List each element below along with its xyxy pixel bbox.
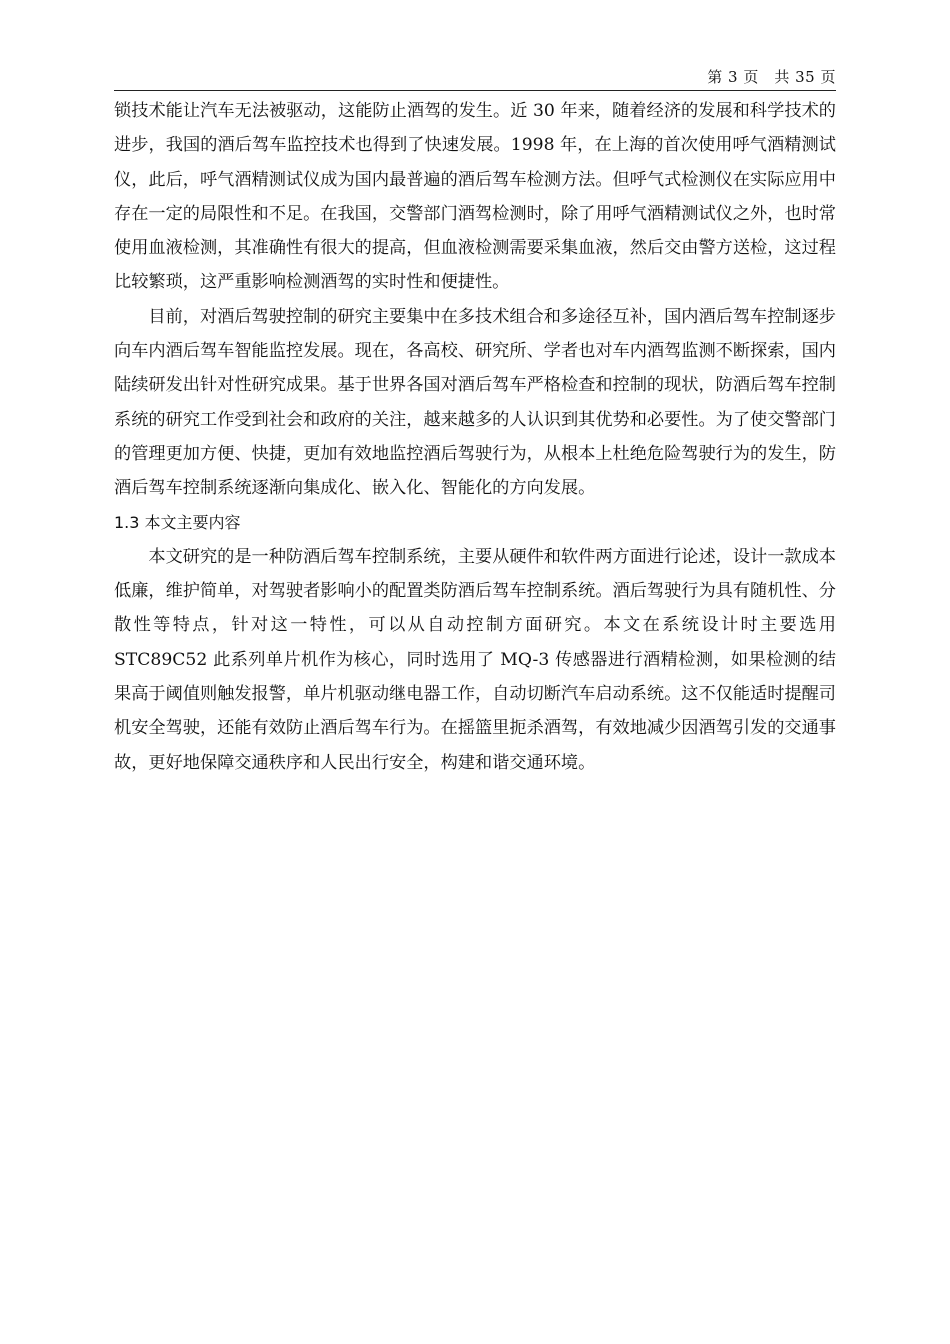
page-number: 第 3 页 共 35 页 [707, 68, 836, 86]
section-heading: 1.3 本文主要内容 [114, 512, 241, 532]
body-text [114, 94, 836, 780]
paragraph: 目前，对酒后驾驶控制的研究主要集中在多技术组合和多途径互补，国内酒后驾车控制逐步向车内酒后驾车智能监控发展。现在，各高校、研究所、学者也对车内酒驾监测不断探索，国内陆续研发出针对性研究成果。基于世界各国对酒后驾车严格检查和控制的现状，防酒后驾车控制系统的研究工作受到社会和政府的关注，越来越多的人认识到其优势和必要性。为了使交警部门的管理更加方便、快捷，更加有效地监控酒后驾驶行为，从根本上杜绝危险驾驶行为的发生，防酒后驾车控制系统逐渐向集成化、嵌入化、智能化的方向发展。 [114, 306, 836, 499]
paragraph-continued: 锁技术能让汽车无法被驱动，这能防止酒驾的发生。近 30 年来，随着经济的发展和科学技术的进步，我国的酒后驾车监控技术也得到了快速发展。1998 年，在上海的首次使用呼气酒精测试仪，此后，呼气酒精测试仪成为国内最普遍的酒后驾车检测方法。但呼气式检测仪在实际应用中存在一定的局限性和不足。在我国，交警部门酒驾检测时，除了用呼气酒精测试仪之外，也时常使用血液检测，其准确性有很大的提高，但血液检测需要采集血液，然后交由警方送检，这过程比较繁琐，这严重影响检测酒驾的实时性和便捷性。 [114, 101, 836, 293]
page-header [114, 64, 836, 91]
paragraph: 本文研究的是一种防酒后驾车控制系统，主要从硬件和软件两方面进行论述，设计一款成本低廉，维护简单，对驾驶者影响小的配置类防酒后驾车控制系统。酒后驾驶行为具有随机性、分散性等特点，针对这一特性，可以从自动控制方面研究。本文在系统设计时主要选用 STC89C52 此系列单片机作为核心，同时选用了 MQ-3 传感器进行酒精检测，如果检测的结果高于阈值则触发报警，单片机驱动继电器工作，自动切断汽车启动系统。这不仅能适时提醒司机安全驾驶，还能有效防止酒后驾车行为。在摇篮里扼杀酒驾，有效地减少因酒驾引发的交通事故，更好地保障交通秩序和人民出行安全，构建和谐交通环境。 [114, 546, 836, 773]
